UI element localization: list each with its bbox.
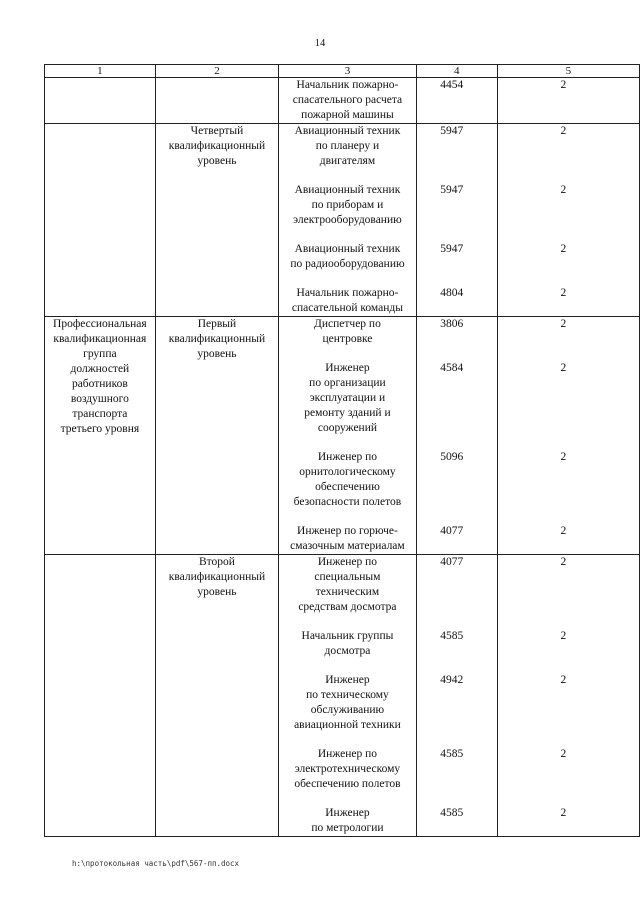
salary-value <box>419 361 495 436</box>
position-name <box>281 673 413 733</box>
salary-text: 5947 <box>440 243 464 255</box>
salary-value <box>419 78 495 123</box>
position-cell <box>279 555 416 837</box>
page-number: 14 <box>314 38 326 49</box>
table-row <box>45 317 640 555</box>
group-cell <box>45 78 156 124</box>
code-value <box>500 450 637 510</box>
position-name <box>281 555 413 615</box>
code-text: 2 <box>560 287 567 299</box>
text-line: транспорта <box>72 408 128 420</box>
position-cell <box>279 78 416 124</box>
salary-value <box>419 629 495 659</box>
text-line: квалификационная <box>53 333 147 345</box>
text-line: спасательного расчета <box>292 94 403 106</box>
position-name <box>281 286 413 316</box>
text-line: сооружений <box>317 422 378 434</box>
salary-cell <box>416 317 497 555</box>
text-line: должностей <box>70 363 130 375</box>
text-line: Инженер <box>325 807 370 819</box>
footer-file-path: h:\протокольная часть\pdf\567-пп.docx <box>72 859 240 868</box>
code-text: 2 <box>560 79 567 91</box>
text-line: техническим <box>315 586 380 598</box>
salary-value <box>419 183 495 228</box>
text-line: обслуживанию <box>310 704 385 716</box>
position-name <box>281 361 413 436</box>
text-line: специальным <box>314 571 381 583</box>
code-value <box>500 747 637 792</box>
position-name <box>281 629 413 659</box>
text-line: орнитологическому <box>299 466 396 478</box>
text-line: Начальник пожарно- <box>296 287 399 299</box>
salary-text: 4584 <box>440 362 464 374</box>
text-line: Инженер по <box>317 748 378 760</box>
table-header-row <box>45 65 640 78</box>
salary-text: 4454 <box>440 79 464 91</box>
text-line: электрооборудованию <box>293 214 402 226</box>
salary-cell <box>416 78 497 124</box>
text-line: Инженер <box>325 674 370 686</box>
position-name <box>281 183 413 228</box>
position-cell <box>279 317 416 555</box>
table-body <box>45 78 640 837</box>
salary-value <box>419 524 495 554</box>
code-text: 2 <box>560 630 567 642</box>
code-text: 2 <box>560 674 567 686</box>
code-text: 2 <box>560 362 567 374</box>
text-line: смазочным материалам <box>290 540 405 552</box>
salary-value <box>419 242 495 272</box>
header-cell: 4 <box>416 65 497 78</box>
salary-value <box>419 286 495 316</box>
salary-value <box>419 555 495 615</box>
text-line: по организации <box>309 377 386 389</box>
text-line: по приборам и <box>311 199 384 211</box>
position-name <box>281 242 413 272</box>
salary-text: 4942 <box>440 674 464 686</box>
header-cell: 2 <box>155 65 279 78</box>
code-value <box>500 78 637 123</box>
code-text: 2 <box>560 243 567 255</box>
code-cell <box>497 124 639 317</box>
text-line: уровень <box>197 586 237 598</box>
text-line: Начальник группы <box>301 630 394 642</box>
code-value <box>500 555 637 615</box>
salary-text: 5947 <box>440 125 464 137</box>
group-cell <box>45 124 156 317</box>
text-line: спасательной команды <box>291 302 403 314</box>
text-line: квалификационный <box>168 333 266 345</box>
text-line: досмотра <box>324 645 371 657</box>
code-text: 2 <box>560 748 567 760</box>
text-line: авиационной техники <box>294 719 401 731</box>
text-line: пожарной машины <box>301 109 394 121</box>
code-value <box>500 317 637 347</box>
salary-text: 4804 <box>440 287 464 299</box>
text-line: работников <box>71 378 128 390</box>
code-text: 2 <box>560 525 567 537</box>
code-cell <box>497 555 639 837</box>
text-line: электротехническому <box>294 763 401 775</box>
salary-text: 5947 <box>440 184 464 196</box>
position-name <box>281 124 413 169</box>
position-name <box>281 747 413 792</box>
salary-text: 5096 <box>440 451 464 463</box>
salary-text: 4585 <box>440 748 464 760</box>
code-value <box>500 124 637 169</box>
salary-value <box>419 747 495 792</box>
salary-value <box>419 673 495 733</box>
text-line: средствам досмотра <box>298 601 397 613</box>
text-line: безопасности полетов <box>293 496 402 508</box>
code-text: 2 <box>560 318 567 330</box>
text-line: Начальник пожарно- <box>296 79 399 91</box>
level-cell <box>155 124 279 317</box>
table-row <box>45 124 640 317</box>
text-line: по техническому <box>306 689 389 701</box>
text-line: Четвертый <box>190 125 244 137</box>
position-name <box>281 806 413 836</box>
text-line: квалификационный <box>168 140 266 152</box>
text-line: уровень <box>197 155 237 167</box>
code-text: 2 <box>560 556 567 568</box>
table-row <box>45 555 640 837</box>
code-value <box>500 524 637 554</box>
text-line: Инженер по <box>317 556 378 568</box>
text-line: по метрологии <box>311 822 384 834</box>
code-value <box>500 673 637 733</box>
code-value <box>500 806 637 836</box>
code-value <box>500 183 637 228</box>
level-cell <box>155 78 279 124</box>
salary-text: 4077 <box>440 556 464 568</box>
text-line: ремонту зданий и <box>304 407 391 419</box>
text-line: обеспечению полетов <box>294 778 401 790</box>
code-value <box>500 242 637 272</box>
text-line: по радиооборудованию <box>290 258 405 270</box>
group-cell <box>45 555 156 837</box>
level-cell <box>155 317 279 555</box>
text-line: по планеру и <box>315 140 380 152</box>
salary-cell <box>416 124 497 317</box>
text-line: квалификационный <box>168 571 266 583</box>
position-name <box>281 524 413 554</box>
salary-cell <box>416 555 497 837</box>
header-cell: 5 <box>497 65 639 78</box>
text-line: Инженер по <box>317 451 378 463</box>
position-name <box>281 317 413 347</box>
text-line: воздушного <box>70 393 129 405</box>
position-name <box>281 78 413 123</box>
position-cell <box>279 124 416 317</box>
text-line: Инженер по горюче- <box>297 525 398 537</box>
text-line: Профессиональная <box>53 318 147 330</box>
text-line: Второй <box>198 556 235 568</box>
text-line: третьего уровня <box>60 423 140 435</box>
code-value <box>500 629 637 659</box>
text-line: центровке <box>322 333 373 345</box>
text-line: эксплуатации и <box>309 392 386 404</box>
qualification-table <box>44 64 640 837</box>
salary-value <box>419 317 495 347</box>
level-cell <box>155 555 279 837</box>
text-line: Авиационный техник <box>294 243 401 255</box>
text-line: Авиационный техник <box>294 125 401 137</box>
text-line: Диспетчер по <box>314 318 381 330</box>
code-value <box>500 361 637 436</box>
salary-value <box>419 806 495 836</box>
salary-value <box>419 124 495 169</box>
salary-value <box>419 450 495 510</box>
position-name <box>281 450 413 510</box>
code-text: 2 <box>560 184 567 196</box>
code-text: 2 <box>560 451 567 463</box>
salary-text: 4077 <box>440 525 464 537</box>
table-row <box>45 78 640 124</box>
text-line: двигателям <box>319 155 376 167</box>
code-value <box>500 286 637 316</box>
code-text: 2 <box>560 807 567 819</box>
salary-text: 3806 <box>440 318 464 330</box>
salary-text: 4585 <box>440 630 464 642</box>
text-line: обеспечению <box>315 481 380 493</box>
code-cell <box>497 317 639 555</box>
text-line: уровень <box>197 348 237 360</box>
header-cell: 1 <box>45 65 156 78</box>
header-cell: 3 <box>279 65 416 78</box>
code-text: 2 <box>560 125 567 137</box>
text-line: Первый <box>197 318 237 330</box>
text-line: Инженер <box>325 362 370 374</box>
text-line: группа <box>83 348 117 360</box>
group-cell <box>45 317 156 555</box>
text-line: Авиационный техник <box>294 184 401 196</box>
salary-text: 4585 <box>440 807 464 819</box>
code-cell <box>497 78 639 124</box>
